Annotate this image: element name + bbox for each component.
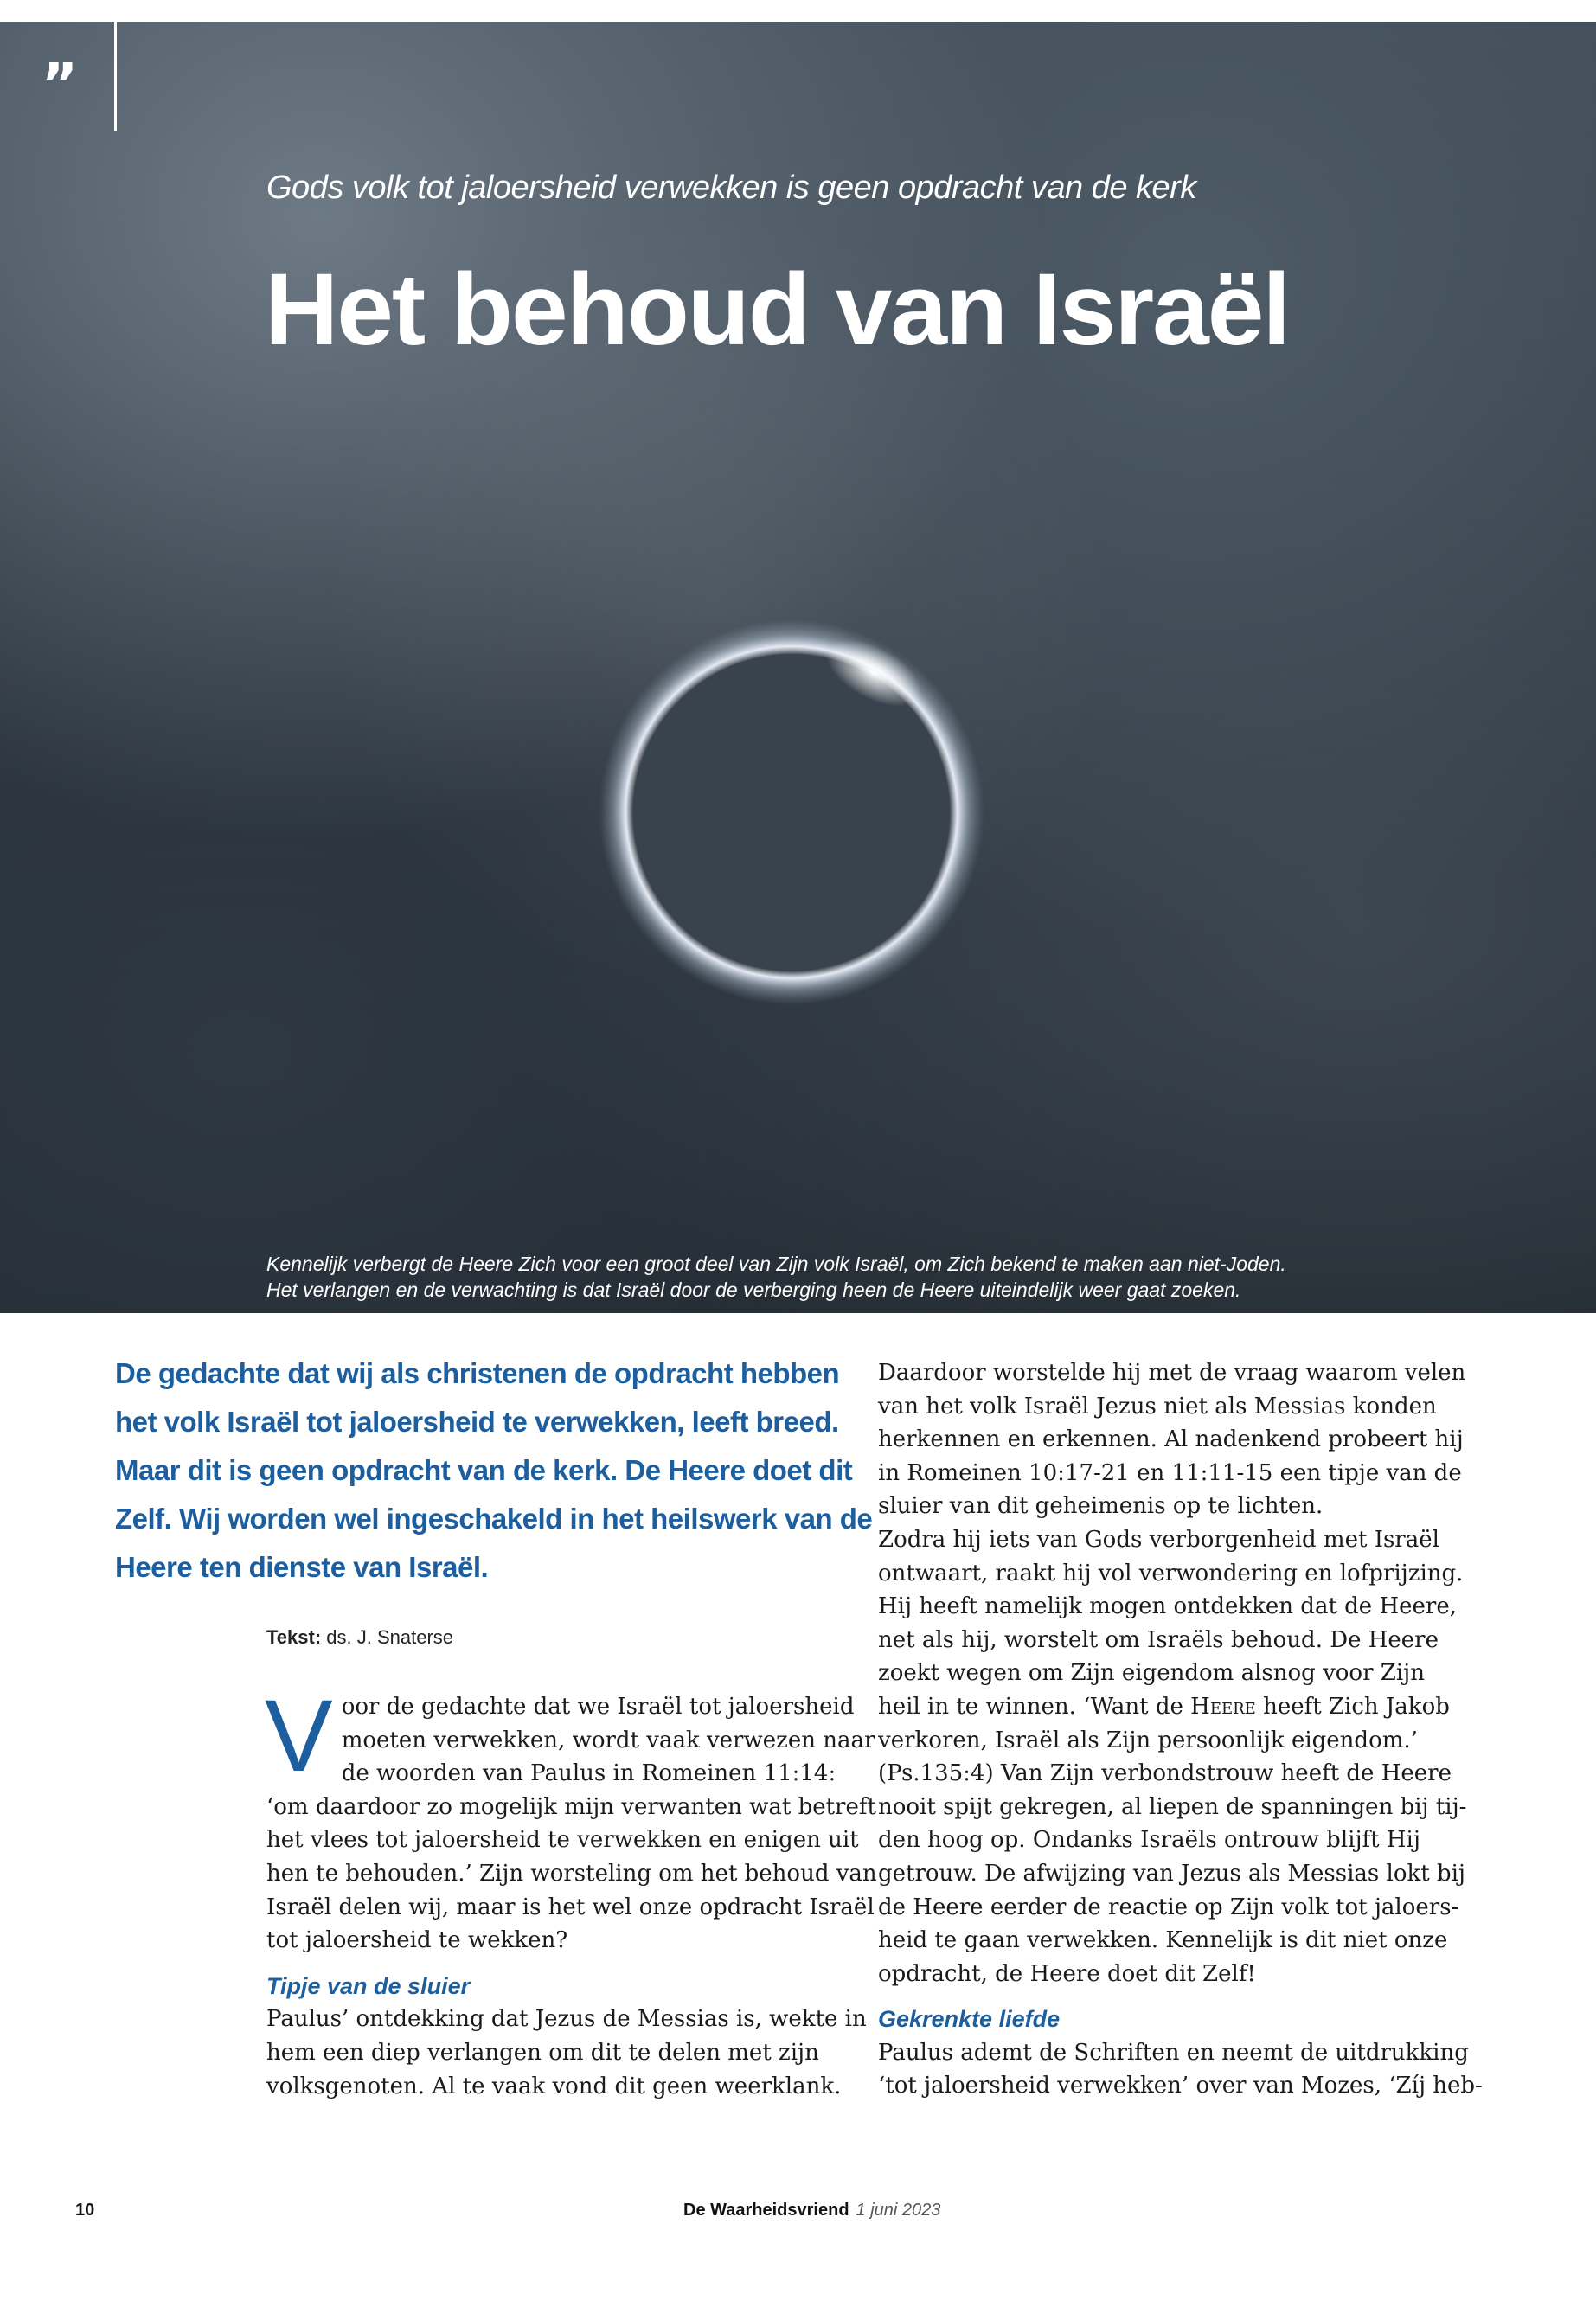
- body-line: verkoren, Israël als Zijn persoonlijk eigendom.’: [878, 1727, 1418, 1753]
- section-heading-gekrenkte-liefde: Gekrenkte liefde: [878, 2006, 1061, 2033]
- body-line: Israël delen wij, maar is het wel onze opdracht Israël: [266, 1894, 875, 1920]
- body-line: heid te gaan verwekken. Kennelijk is dit niet onze: [878, 1927, 1448, 1954]
- lead-line: De gedachte dat wij als christenen de opdracht hebben: [115, 1357, 840, 1389]
- hero-photo: [0, 22, 1596, 1313]
- body-line: Hij heeft namelijk mogen ontdekken dat de Heere,: [878, 1593, 1457, 1620]
- byline-author: ds. J. Snaterse: [326, 1626, 454, 1648]
- body-line: oor de gedachte dat we Israël tot jaloersheid: [341, 1694, 855, 1720]
- photo-caption: [266, 1251, 1521, 1303]
- body-line: het vlees tot jaloersheid te verwekken en enigen uit: [266, 1827, 859, 1854]
- solar-eclipse-image: [599, 619, 984, 1005]
- body-line: hem een diep verlangen om dit te delen met zijn: [266, 2039, 819, 2066]
- body-line: getrouw. De afwijzing van Jezus als Messias lokt bij: [878, 1860, 1465, 1887]
- body-line: volksgenoten. Al te vaak vond dit geen weerklank.: [266, 2073, 842, 2099]
- body-line: sluier van dit geheimenis op te lichten.: [878, 1493, 1324, 1520]
- body-line: hen te behouden.’ Zijn worsteling om het behoud van: [266, 1860, 877, 1887]
- lead-line: het volk Israël tot jaloersheid te verwekken, leeft breed.: [115, 1406, 839, 1438]
- section-heading-tipje: Tipje van de sluier: [266, 1972, 471, 1999]
- body-line: zoekt wegen om Zijn eigendom alsnog voor Zijn: [878, 1660, 1425, 1687]
- article-subtitle: Gods volk tot jaloersheid verwekken is geen opdracht van de kerk: [266, 170, 1196, 206]
- body-line: tot jaloersheid te wekken?: [266, 1927, 568, 1954]
- body-line: den hoog op. Ondanks Israëls ontrouw blijft Hij: [878, 1827, 1420, 1854]
- body-line: nooit spijt gekregen, al liepen de spanningen bij tij-: [878, 1793, 1467, 1820]
- article-title: Het behoud van Israël: [265, 253, 1290, 367]
- quote-mark-icon: ”: [42, 53, 79, 117]
- body-line: herkennen en erkennen. Al nadenkend probeert hij: [878, 1426, 1464, 1453]
- body-line: de woorden van Paulus in Romeinen 11:14:: [341, 1760, 836, 1787]
- body-line: de Heere eerder de reactie op Zijn volk tot jaloers-: [878, 1894, 1459, 1920]
- body-line: opdracht, de Heere doet dit Zelf!: [878, 1960, 1256, 1987]
- publication-footer: [683, 2201, 940, 2221]
- body-line: Daardoor worstelde hij met de vraag waarom velen: [878, 1360, 1466, 1386]
- body-column-right: [878, 1356, 1483, 2103]
- article-lead: [115, 1349, 873, 1592]
- heere-smallcaps: Heere: [1190, 1693, 1256, 1720]
- body-line: ontwaart, raakt hij vol verwondering en lofprijzing.: [878, 1560, 1464, 1586]
- body-text: heil in te winnen. ‘Want de: [878, 1693, 1191, 1720]
- body-line: Paulus’ ontdekking dat Jezus de Messias is, wekte in: [266, 2006, 867, 2033]
- lead-line: Zelf. Wij worden wel ingeschakeld in het heilswerk van de: [115, 1503, 873, 1535]
- page-number: 10: [75, 2201, 95, 2220]
- body-column-left: [265, 1679, 877, 2103]
- body-line: ‘om daardoor zo mogelijk mijn verwanten wat betreft: [266, 1793, 876, 1820]
- lead-line: Maar dit is geen opdracht van de kerk. De Heere doet dit: [115, 1454, 853, 1486]
- quote-divider: [114, 22, 117, 131]
- body-line: moeten verwekken, wordt vaak verwezen naar: [341, 1727, 875, 1753]
- body-line: ‘tot jaloersheid verwekken’ over van Mozes, ‘Zíj heb-: [878, 2073, 1483, 2099]
- drop-cap: V: [265, 1679, 333, 1793]
- lead-line: Heere ten dienste van Israël.: [115, 1551, 489, 1583]
- body-line: Paulus ademt de Schriften en neemt de uitdrukking: [878, 2039, 1469, 2066]
- body-text: heeft Zich Jakob: [1255, 1693, 1450, 1720]
- author-byline: [266, 1626, 453, 1649]
- body-line: (Ps.135:4) Van Zijn verbondstrouw heeft de Heere: [878, 1760, 1452, 1787]
- caption-line: Het verlangen en de verwachting is dat Israël door de verberging heen de Heere uiteindelijk weer gaat zoeken.: [266, 1279, 1241, 1301]
- body-line: [878, 1690, 1449, 1724]
- body-line: van het volk Israël Jezus niet als Messias konden: [878, 1393, 1437, 1420]
- caption-line: Kennelijk verbergt de Heere Zich voor een groot deel van Zijn volk Israël, om Zich bekend te maken aan niet-Joden.: [266, 1253, 1286, 1275]
- body-line: in Romeinen 10:17-21 en 11:11-15 een tipje van de: [878, 1459, 1462, 1486]
- byline-label: Tekst:: [266, 1626, 322, 1648]
- body-line: Zodra hij iets van Gods verborgenheid met Israël: [878, 1526, 1439, 1553]
- body-line: net als hij, worstelt om Israëls behoud. De Heere: [878, 1626, 1439, 1653]
- publication-date: 1 juni 2023: [856, 2201, 941, 2220]
- publication-name: De Waarheidsvriend: [683, 2201, 849, 2220]
